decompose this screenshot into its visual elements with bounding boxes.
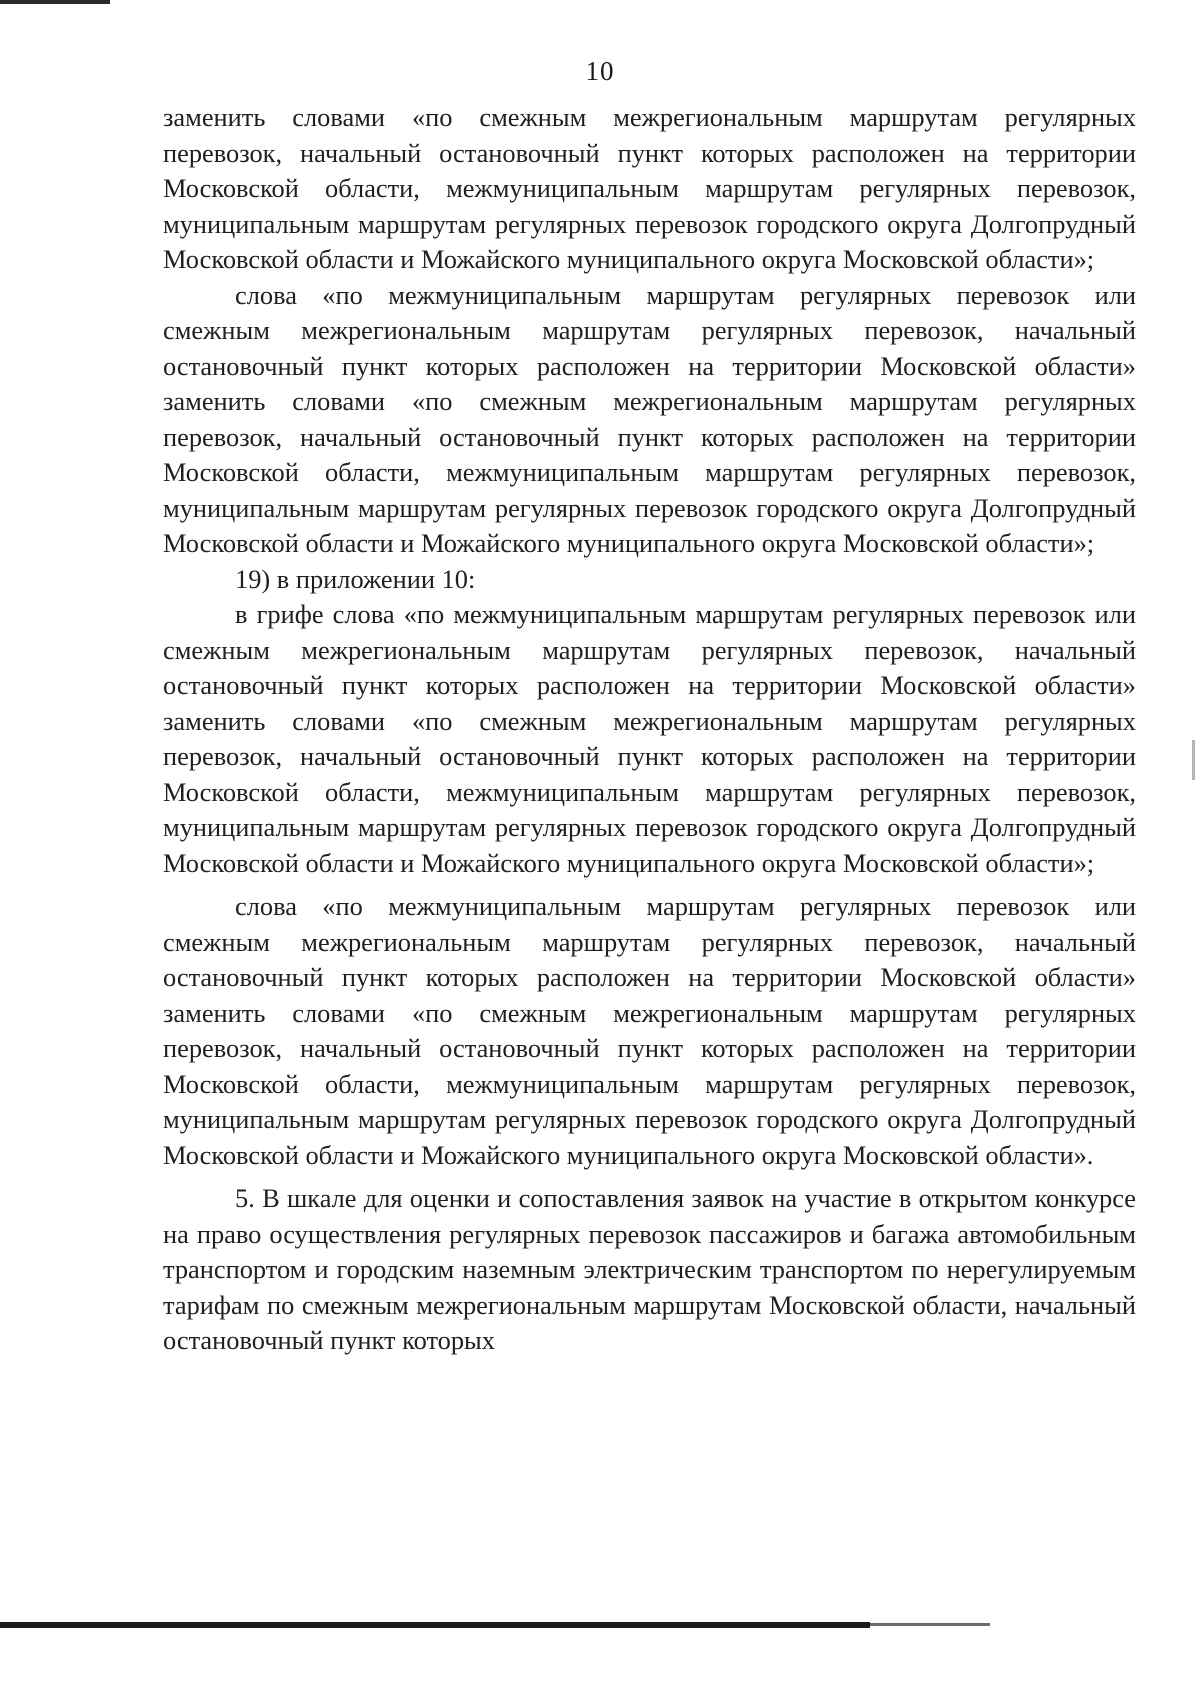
paragraph-4: в грифе слова «по межмуниципальным маршрутам регулярных перевозок или смежным межрегиональным маршрутам регулярных перевозок, начальный остановочный пункт которых расположен на территории Московской области» заменить словами «по смежным межрегиональным маршрутам регулярных перевозок, начальный остановочный пункт которых расположен на территории Московской области, межмуниципальным маршрутам регулярных перевозок, муниципальным маршрутам регулярных перевозок городского округа Долгопрудный Московской области и Можайского муниципального округа Московской области»; [163,599,1136,878]
scan-side-mark [1192,740,1195,780]
scan-bottom-rule-fade [870,1623,990,1626]
paragraph-5: слова «по межмуниципальным маршрутам регулярных перевозок или смежным межрегиональным маршрутам регулярных перевозок, начальный остановочный пункт которых расположен на территории Московской области» заменить словами «по смежным межрегиональным маршрутам регулярных перевозок, начальный остановочный пункт которых расположен на территории Московской области, межмуниципальным маршрутам регулярных перевозок, муниципальным маршрутам регулярных перевозок городского округа Долгопрудный Московской области и Можайского муниципального округа Московской области». [163,891,1136,1170]
scan-edge-mark [0,0,110,4]
paragraph-2: слова «по межмуниципальным маршрутам регулярных перевозок или смежным межрегиональным маршрутам регулярных перевозок, начальный остановочный пункт которых расположен на территории Московской области» заменить словами «по смежным межрегиональным маршрутам регулярных перевозок, начальный остановочный пункт которых расположен на территории Московской области, межмуниципальным маршрутам регулярных перевозок, муниципальным маршрутам регулярных перевозок городского округа Долгопрудный Московской области и Можайского муниципального округа Московской области»; [163,279,1136,558]
document-body [163,100,1136,1359]
paragraph-1: заменить словами «по смежным межрегиональным маршрутам регулярных перевозок, начальный остановочный пункт которых расположен на территории Московской области, межмуниципальным маршрутам регулярных перевозок, муниципальным маршрутам регулярных перевозок городского округа Долгопрудный Московской области и Можайского муниципального округа Московской области»; [163,102,1136,274]
page-number: 10 [585,56,615,86]
paragraph-3: 19) в приложении 10: [235,563,476,594]
paragraph-6: 5. В шкале для оценки и сопоставления заявок на участие в открытом конкурсе на право осуществления регулярных перевозок пассажиров и багажа автомобильным транспортом и городским наземным электрическим транспортом по нерегулируемым тарифам по смежным межрегиональным маршрутам Московской области, начальный остановочный пункт которых [163,1183,1136,1355]
scan-bottom-rule [0,1622,870,1628]
